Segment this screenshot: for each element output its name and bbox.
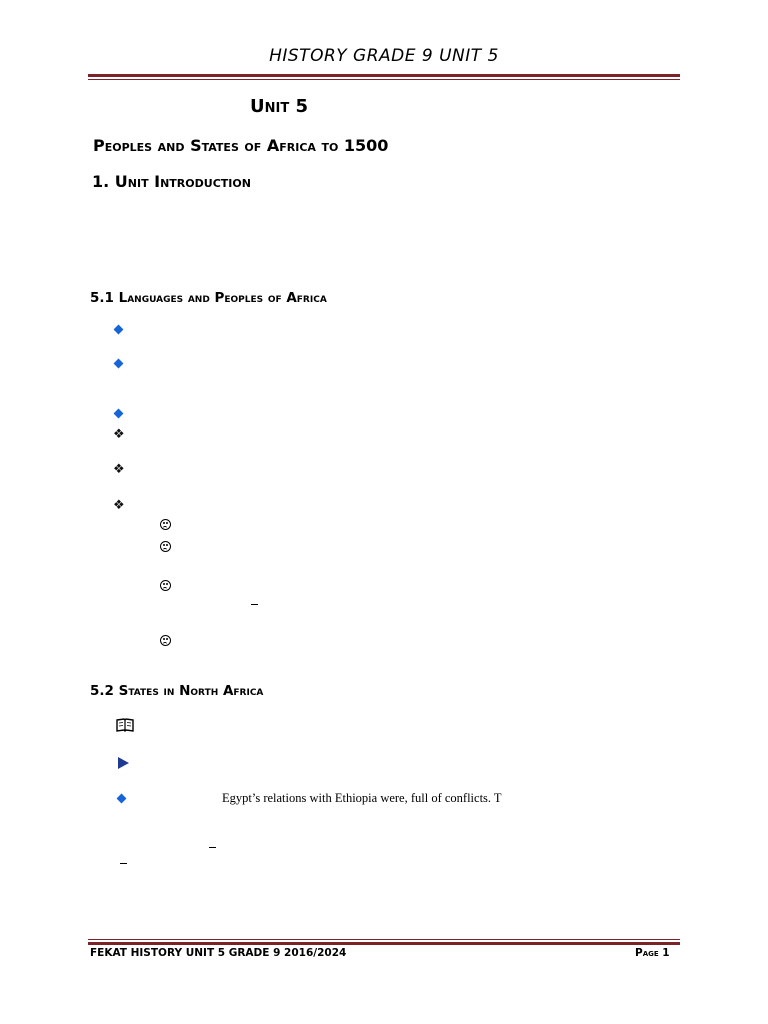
header-rule-thick <box>88 74 680 77</box>
intro-heading: 1. Unit Introduction <box>92 172 251 191</box>
running-header: HISTORY GRADE 9 UNIT 5 <box>269 46 499 66</box>
footer-rule-thick <box>88 942 680 945</box>
header-rule-thin <box>88 79 680 80</box>
dash-mark <box>209 847 216 848</box>
page-number: Page 1 <box>635 947 670 959</box>
arrow-bullet-icon <box>118 757 129 769</box>
unit-title: Unit 5 <box>250 96 308 117</box>
footer-rule-thin <box>88 939 680 940</box>
four-diamond-bullet-icon: ❖ <box>113 498 125 513</box>
frown-face-bullet-icon <box>160 519 171 530</box>
body-text-line: Egypt’s relations with Ethiopia were, full of conflicts. T <box>222 791 502 805</box>
open-book-icon <box>116 718 134 732</box>
section-heading-5-2: 5.2 States in North Africa <box>90 683 264 699</box>
section-heading-5-1: 5.1 Languages and Peoples of Africa <box>90 290 327 306</box>
dash-mark <box>120 863 127 864</box>
four-diamond-bullet-icon: ❖ <box>113 462 125 477</box>
dash-mark <box>251 604 258 605</box>
diamond-bullet-icon <box>117 794 127 804</box>
four-diamond-bullet-icon: ❖ <box>113 427 125 442</box>
frown-face-bullet-icon <box>160 635 171 646</box>
frown-face-bullet-icon <box>160 541 171 552</box>
diamond-bullet-icon <box>114 409 124 419</box>
diamond-bullet-icon <box>114 359 124 369</box>
footer-left-text: FEKAT HISTORY UNIT 5 GRADE 9 2016/2024 <box>90 947 347 959</box>
frown-face-bullet-icon <box>160 580 171 591</box>
chapter-title: Peoples and States of Africa to 1500 <box>93 136 389 155</box>
diamond-bullet-icon <box>114 325 124 335</box>
